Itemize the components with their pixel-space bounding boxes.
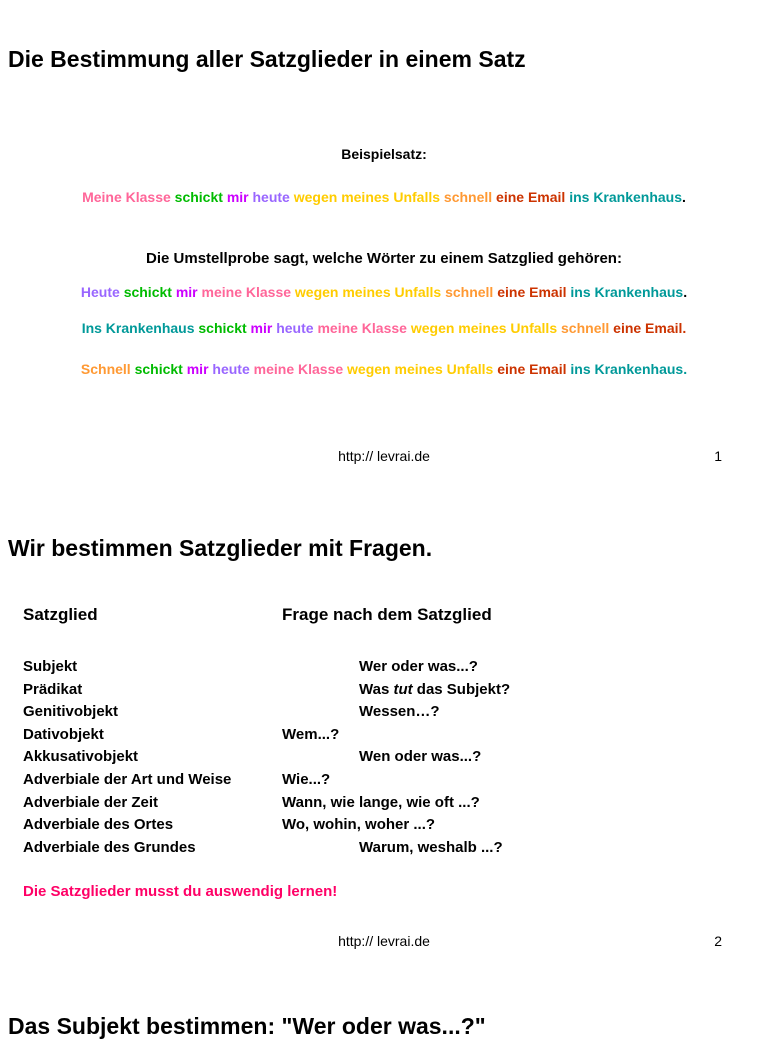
page2-footer-url: http:// levrai.de — [338, 933, 430, 949]
sentence-segment: Heute — [80, 284, 124, 300]
satzglied-question: Wie...? — [282, 771, 331, 788]
satzglied-question: Warum, weshalb ...? — [359, 838, 503, 856]
sentence-segment: Ins Krankenhaus — [81, 320, 199, 336]
sentence-segment: heute — [276, 320, 318, 336]
sentence-segment: eine Email. — [613, 320, 687, 336]
sentence-segment: schnell — [445, 284, 498, 300]
col-satzglied-header: Satzglied — [23, 605, 98, 624]
sentence-segment: ins Krankenhaus — [570, 284, 684, 300]
page2-title: Wir bestimmen Satzglieder mit Fragen. — [8, 535, 433, 561]
sentence-segment: wegen meines Unfalls — [410, 320, 562, 336]
sentence-segment: wegen meines Unfalls — [347, 361, 498, 377]
sentence-segment: mir — [175, 284, 202, 300]
sentence-segment: schickt — [123, 284, 176, 300]
satzglied-question: Wem...? — [282, 725, 340, 743]
sentence-segment: wegen meines Unfalls — [294, 284, 446, 300]
sentence-segment: mir — [226, 189, 253, 205]
sentence-segment: Schnell — [80, 361, 135, 377]
sentence-segment: eine Email — [497, 361, 571, 377]
satzglied-name: Adverbiale der Art und Weise — [23, 771, 232, 788]
sentence-segment: Meine Klasse — [82, 189, 175, 205]
sentence-segment: eine Email — [496, 189, 570, 205]
page1-title: Die Bestimmung aller Satzglieder in einem Satz — [8, 46, 526, 72]
sentence-segment: mir — [186, 361, 213, 377]
learn-warning: Die Satzglieder musst du auswendig lernen! — [23, 883, 338, 900]
page1-footer-url: http:// levrai.de — [338, 448, 430, 464]
page2-number: 2 — [714, 933, 722, 949]
satzglied-name: Dativobjekt — [23, 725, 104, 743]
variant-sentence-1 — [0, 284, 768, 300]
sentence-segment: schickt — [174, 189, 227, 205]
sentence-segment: heute — [212, 361, 254, 377]
sentence-segment: ins Krankenhaus — [569, 189, 683, 205]
satzglied-question: Wer oder was...? — [359, 658, 478, 675]
variant-sentence-3 — [0, 361, 768, 377]
sentence-segment: meine Klasse — [317, 320, 411, 336]
sentence-segment: schnell — [561, 320, 614, 336]
sentence-segment: schickt — [134, 361, 187, 377]
satzglied-question: Wann, wie lange, wie oft ...? — [282, 793, 480, 811]
satzglied-name: Prädikat — [23, 680, 83, 698]
sentence-segment: schickt — [198, 320, 251, 336]
satzglied-question: Wessen…? — [359, 703, 440, 721]
sentence-segment: . — [683, 284, 688, 300]
umstell-label: Die Umstellprobe sagt, welche Wörter zu einem Satzglied gehören: — [146, 250, 622, 267]
page3-title: Das Subjekt bestimmen: "Wer oder was...?" — [8, 1013, 486, 1039]
sentence-segment: . — [682, 189, 686, 205]
satzglied-name: Adverbiale der Zeit — [23, 793, 159, 811]
sentence-segment: meine Klasse — [201, 284, 295, 300]
satzglied-question: Wo, wohin, woher ...? — [282, 816, 436, 834]
satzglied-name: Subjekt — [23, 658, 78, 675]
sentence-segment: mir — [250, 320, 277, 336]
satzglied-name: Adverbiale des Ortes — [23, 816, 174, 834]
sentence-segment: eine Email — [497, 284, 571, 300]
col-frage-header: Frage nach dem Satzglied — [282, 605, 492, 624]
page1-number: 1 — [714, 448, 722, 464]
example-sentence — [0, 189, 768, 205]
satzglied-name: Akkusativobjekt — [23, 748, 139, 766]
satzglied-question: Was tut das Subjekt? — [359, 680, 511, 698]
sentence-segment: schnell — [443, 189, 497, 205]
satzglied-name: Adverbiale des Grundes — [23, 838, 196, 856]
satzglied-question: Wen oder was...? — [359, 748, 482, 766]
variant-sentence-2 — [0, 320, 768, 336]
sentence-segment: ins Krankenhaus. — [570, 361, 688, 377]
example-label: Beispielsatz: — [341, 146, 427, 162]
satzglied-name: Genitivobjekt — [23, 703, 119, 721]
sentence-segment: heute — [252, 189, 294, 205]
sentence-segment: wegen meines Unfalls — [293, 189, 444, 205]
sentence-segment: meine Klasse — [253, 361, 348, 377]
